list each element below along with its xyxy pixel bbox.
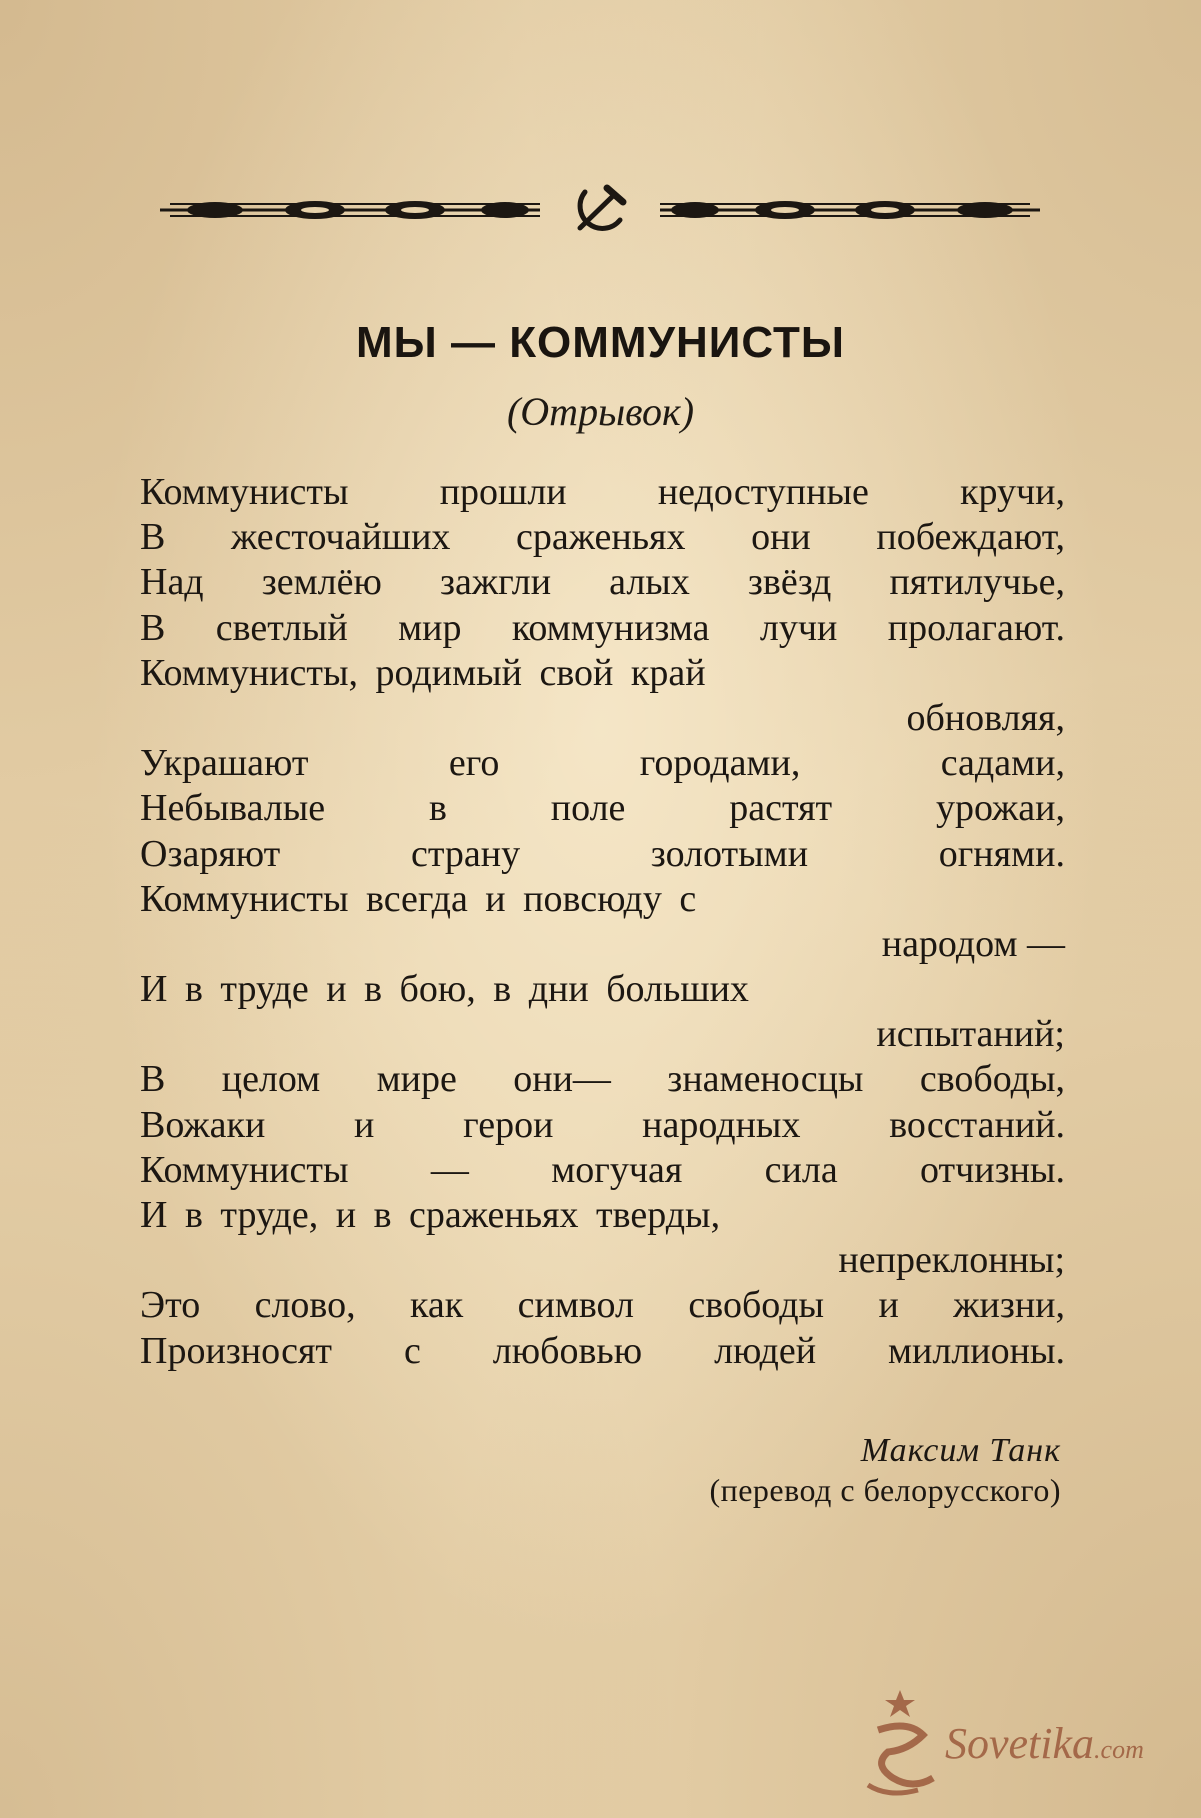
poem-subtitle: (Отрывок) [506, 389, 695, 434]
poem-title: МЫ — КОММУНИСТЫ [356, 318, 845, 367]
poem-line: В светлый мир коммунизма лучи пролагают. [140, 606, 1065, 649]
poem-line: испытаний; [876, 1013, 1065, 1056]
author-name: Максим Танк [860, 1432, 1061, 1469]
poem-line: В жесточайших сраженьях они побеждают, [140, 516, 1065, 559]
poem-line: Над землёю зажгли алых звёзд пятилучье, [140, 561, 1065, 604]
translation-note: (перевод с белорусского) [709, 1472, 1061, 1508]
poem-line: народом — [881, 922, 1065, 965]
poem-line: обновляя, [906, 696, 1065, 739]
poem-body [140, 470, 1065, 1374]
poem-line: Небывалые в поле растят урожаи, [140, 787, 1065, 830]
header-ornament [155, 180, 1045, 240]
poem-line: Коммунисты — могучая сила отчизны. [140, 1148, 1065, 1191]
watermark-brand: Sovetika [945, 1719, 1095, 1768]
hammer-sickle-icon [580, 188, 623, 228]
poem-line: Озаряют страну золотыми огнями. [140, 832, 1065, 875]
poem-line: непреклонны; [838, 1239, 1065, 1282]
poem-line: И в труде и в бою, в дни больших [140, 968, 749, 1011]
watermark-text [945, 1718, 1144, 1769]
poem-line: И в труде, и в сраженьях тверды, [140, 1194, 721, 1236]
poem-line: Это слово, как символ свободы и жизни, [140, 1284, 1065, 1327]
poem-line: Украшают его городами, садами, [140, 742, 1065, 785]
poem-line: Коммунисты прошли недоступные кручи, [140, 471, 1065, 513]
star-hammer-sickle-icon [868, 1690, 933, 1793]
poem-line: Коммунисты, родимый свой край [140, 651, 706, 694]
poem-line: Произносят с любовью людей миллионы. [140, 1329, 1065, 1372]
poem-line: Вожаки и герои народных восстаний. [140, 1103, 1065, 1146]
poem-line: В целом мире они— знаменосцы свободы, [140, 1058, 1065, 1101]
poem-line: Коммунисты всегда и повсюду с [140, 877, 697, 920]
watermark-domain: .com [1094, 1735, 1144, 1764]
